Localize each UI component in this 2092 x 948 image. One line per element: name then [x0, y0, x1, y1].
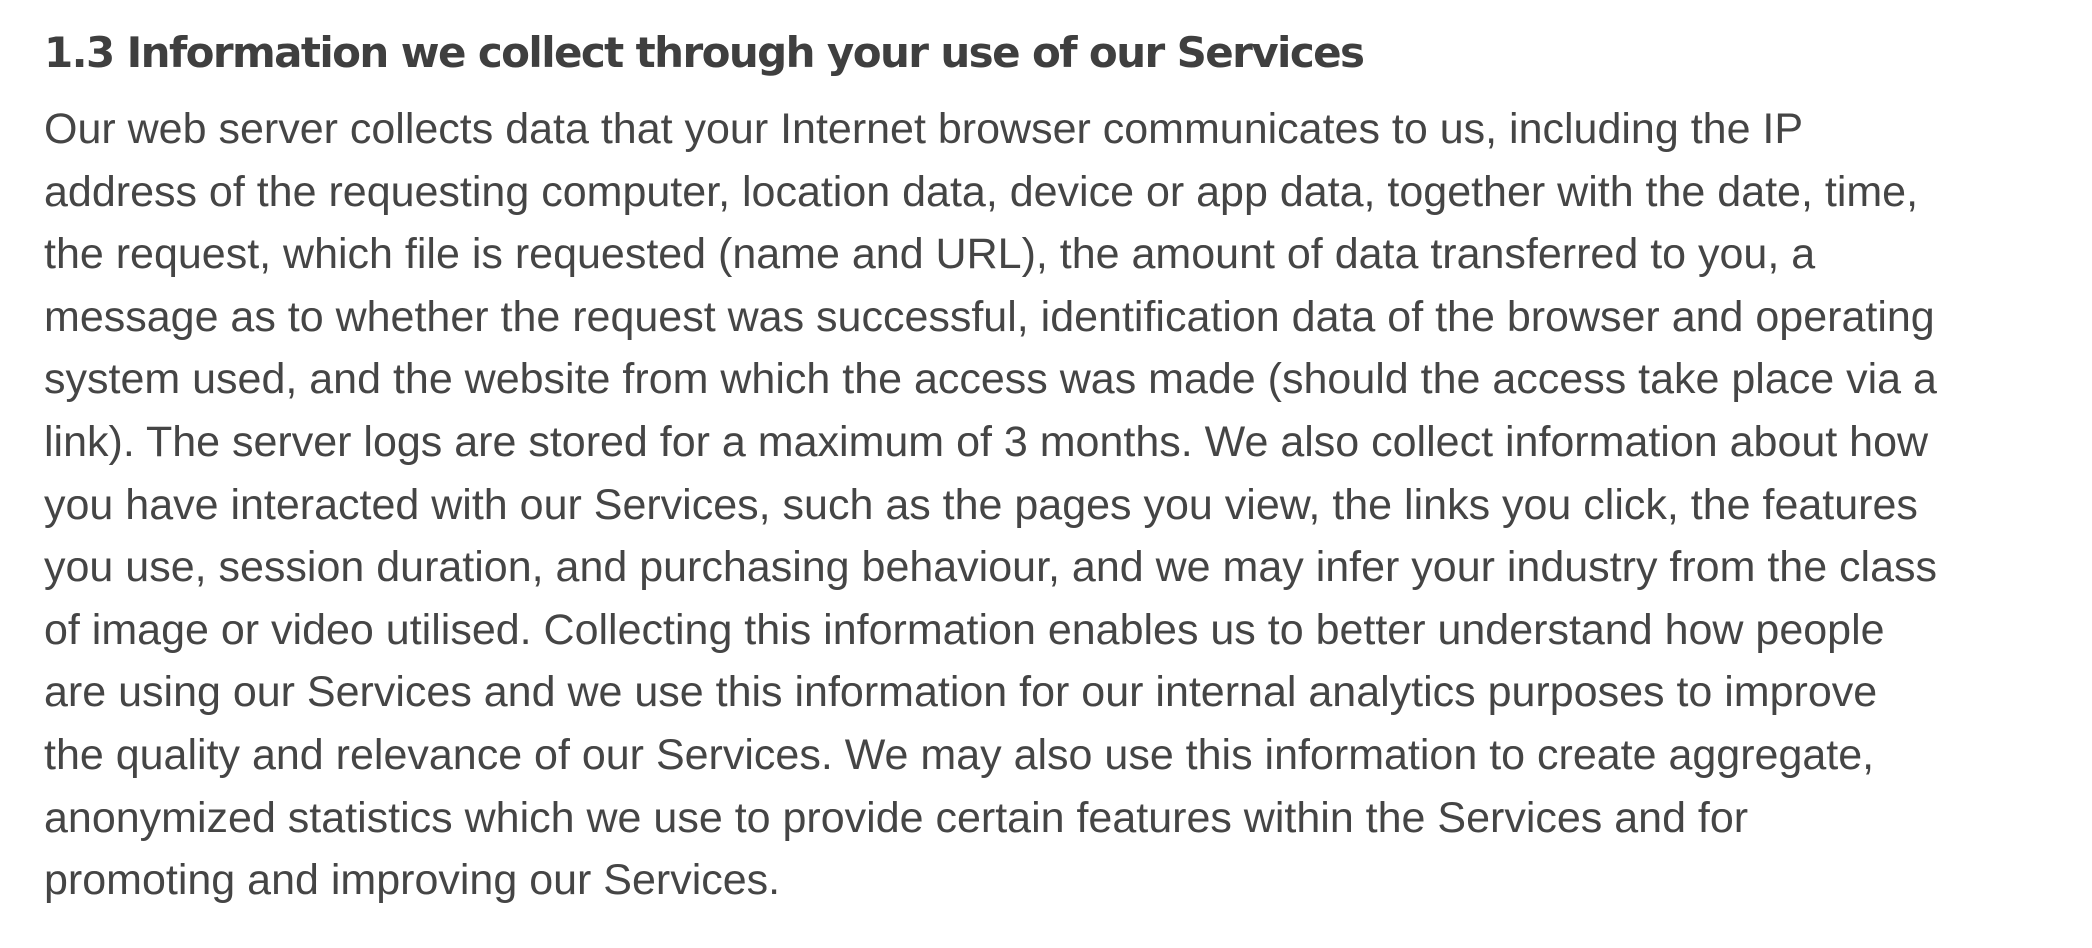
- paragraph-line: the quality and relevance of our Services. We may also use this information to create aggregate,: [44, 730, 1875, 779]
- paragraph-line: message as to whether the request was successful, identification data of the browser and operating: [44, 292, 1935, 341]
- paragraph-line: system used, and the website from which the access was made (should the access take place via a: [44, 355, 1937, 404]
- paragraph-line: are using our Services and we use this information for our internal analytics purposes to improve: [44, 668, 1878, 717]
- paragraph-line: anonymized statistics which we use to provide certain features within the Services and for: [44, 793, 1749, 842]
- paragraph-line: you have interacted with our Services, such as the pages you view, the links you click, the features: [44, 480, 1918, 529]
- paragraph-line: Our web server collects data that your Internet browser communicates to us, including the IP: [44, 105, 1804, 153]
- paragraph-line: address of the requesting computer, location data, device or app data, together with the date, time,: [44, 167, 1919, 216]
- paragraph-line: the request, which file is requested (name and URL), the amount of data transferred to you, a: [44, 230, 1816, 279]
- privacy-section-1-3: [44, 24, 2064, 912]
- paragraph-line: link). The server logs are stored for a maximum of 3 months. We also collect information about how: [44, 417, 1929, 466]
- paragraph-line: of image or video utilised. Collecting this information enables us to better understand how people: [44, 605, 1885, 654]
- section-heading: 1.3 Information we collect through your use of our Services: [44, 28, 1364, 77]
- paragraph-line: you use, session duration, and purchasing behaviour, and we may infer your industry from the class: [44, 543, 1938, 592]
- paragraph-line: promoting and improving our Services.: [44, 856, 781, 905]
- section-paragraph: [44, 98, 2064, 912]
